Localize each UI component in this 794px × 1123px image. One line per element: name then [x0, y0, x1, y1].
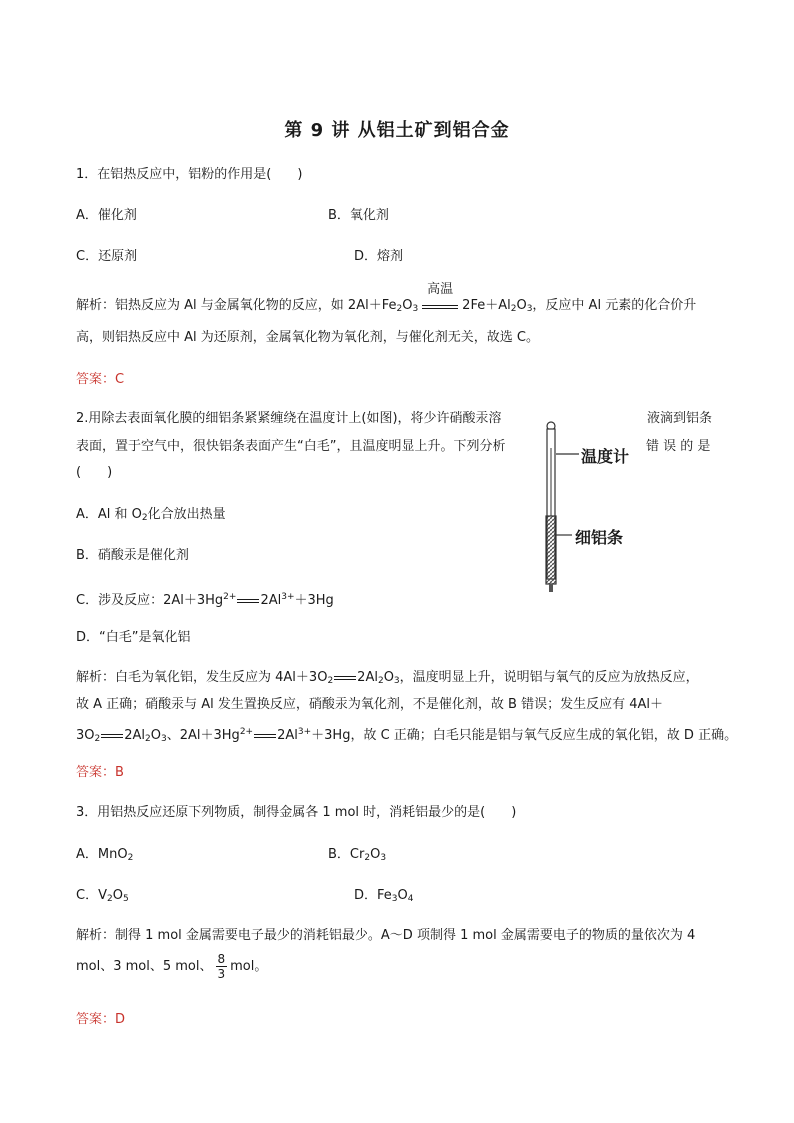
thermometer-label: 温度计	[581, 447, 630, 466]
q2-option-a: A．Al 和 $O_2$化合放出热量	[76, 507, 226, 523]
q3-answer: 答案：D	[76, 1012, 126, 1027]
q2-stem-line2-right: 错 误 的 是	[646, 439, 711, 454]
q3-option-d: D．$Fe_3O_4$	[354, 888, 414, 904]
q1-analysis-line2: 高，则铝热反应中 Al 为还原剂，金属氧化物为氧化剂，与催化剂无关，故选 C。	[76, 330, 539, 345]
q3-analysis-line2: mol、3 mol、5 mol、 $\frac{8}{3}$ mol。	[76, 952, 268, 981]
q3-analysis-line1: 解析：制得 1 mol 金属需要电子最少的消耗铝最少。A～D 项制得 1 mol 金属需要电子的物质的量依次为 4	[76, 928, 696, 943]
q3-stem: 3．用铝热反应还原下列物质，制得金属各 1 mol 时，消耗铝最少的是( )	[76, 805, 517, 820]
q2-stem-line1-right: 液滴到铝条	[647, 411, 713, 426]
q2-option-c: C．涉及反应：$2Al+3Hg^{2+}$ $2Al^{3+}+3Hg$	[76, 592, 334, 608]
q1-option-b: B．氧化剂	[328, 208, 389, 223]
q2-answer: 答案：B	[76, 765, 124, 780]
q2-stem-line2: 表面，置于空气中，很快铝条表面产生“白毛”，且温度明显上升。下列分析	[76, 439, 506, 454]
aluminum-strip-coil	[546, 516, 556, 584]
q2-stem-line1: 2.用除去表面氧化膜的细铝条紧紧缠绕在温度计上(如图)，将少许硝酸汞溶	[76, 411, 502, 426]
page-title: 第 9 讲 从铝土矿到铝合金	[284, 120, 510, 141]
q1-option-c: C．还原剂	[76, 249, 138, 264]
q3-option-b: B．$Cr_2O_3$	[328, 847, 387, 863]
reaction-condition: 高温	[422, 298, 458, 309]
q1-answer: 答案：C	[76, 372, 125, 387]
aluminum-strip-label: 细铝条	[575, 528, 624, 547]
q1-stem: 1．在铝热反应中，铝粉的作用是( )	[76, 167, 303, 182]
q1-option-a: A．催化剂	[76, 208, 137, 223]
fraction: $\frac{8}{3}$	[217, 952, 226, 981]
q2-analysis-line2: 故 A 正确；硝酸汞与 Al 发生置换反应，硝酸汞为氧化剂，不是催化剂，故 B 错误；发生反应有 4Al＋	[76, 697, 664, 712]
q3-option-c: C．$V_2O_5$	[76, 888, 129, 904]
q2-option-d: D．“白毛”是氧化铝	[76, 630, 191, 645]
q1-analysis-line1: 解析：铝热反应为 Al 与金属氧化物的反应，如 $2Al+Fe_2O_3$ 高温 $2Fe+Al_2O_3$，反应中 Al 元素的化合价升	[76, 282, 697, 314]
q2-analysis-line3: $3O_2$ $2Al_2O_3$、$2Al+3Hg^{2+}$ $2Al^{3+}+3Hg$，故 C 正确；白毛只能是铝与氧气反应生成的氧化铝，故 D 正确。	[76, 727, 738, 744]
q3-option-a: A．MnO$_2$	[76, 847, 134, 863]
q2-option-b: B．硝酸汞是催化剂	[76, 548, 189, 563]
q2-analysis-line1: 解析：白毛为氧化铝，发生反应为 $4Al+3O_2$ $2Al_2O_3$，温度明显上升，说明铝与氧气的反应为放热反应，	[76, 670, 699, 686]
q2-stem-line3: ( )	[76, 465, 113, 480]
q1-option-d: D．熔剂	[354, 249, 404, 264]
analysis-label: 解析：	[76, 298, 116, 313]
